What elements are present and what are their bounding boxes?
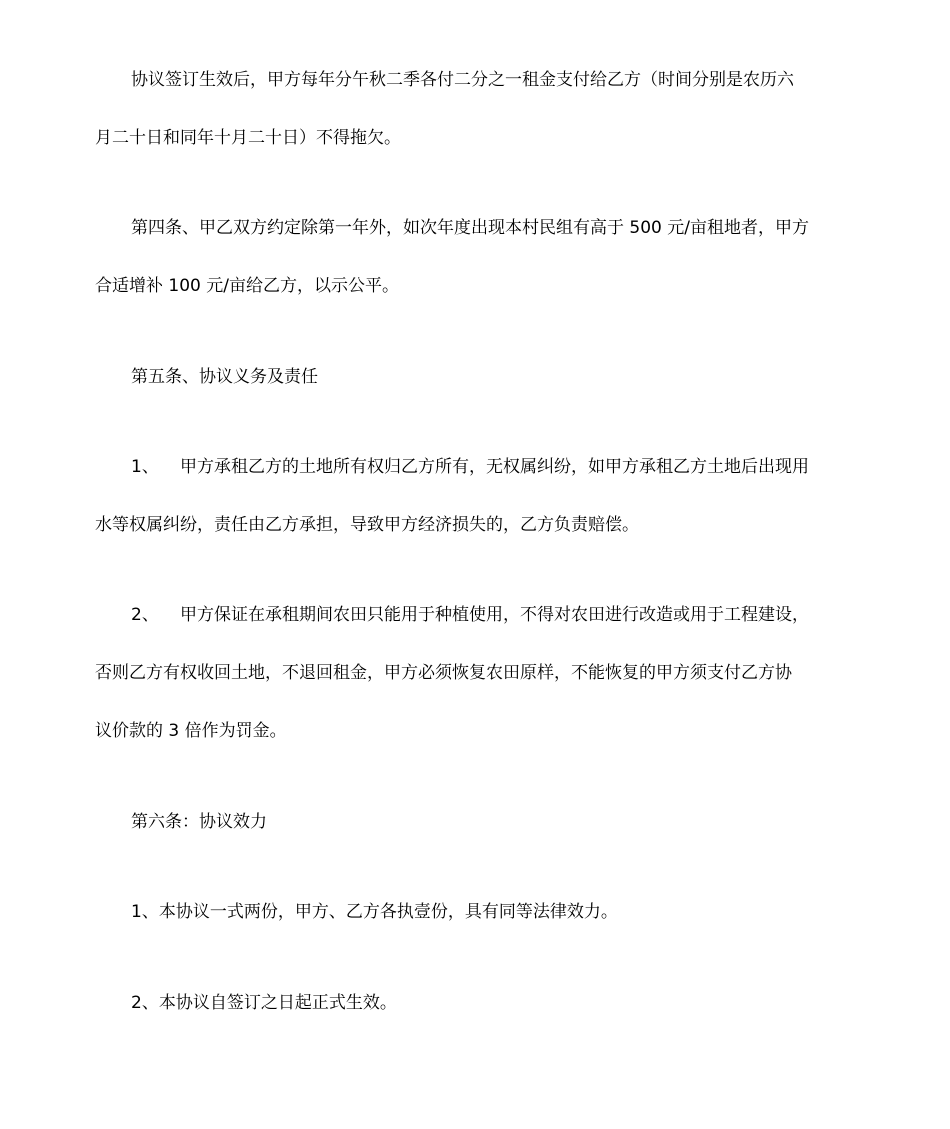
article-5-item-1-line-2: 水等权属纠纷，责任由乙方承担，导致甲方经济损失的，乙方负责赔偿。 — [95, 515, 639, 535]
article-6-title: 第六条：协议效力 — [131, 812, 267, 832]
article-5-item-1-line-1 — [131, 455, 865, 479]
article-5-item-2-line-3: 议价款的 3 倍作为罚金。 — [95, 721, 287, 741]
article-5-item-2-line-1 — [131, 603, 865, 627]
paragraph-payment-line-2: 月二十日和同年十月二十日）不得拖欠。 — [95, 128, 401, 148]
article-5-item-2-line-2: 否则乙方有权收回土地，不退回租金，甲方必须恢复农田原样，不能恢复的甲方须支付乙方协 — [95, 663, 792, 683]
list-item-text: 甲方承租乙方的土地所有权归乙方所有，无权属纠纷，如甲方承租乙方土地后出现用 — [180, 457, 809, 477]
list-number: 1、 — [131, 457, 159, 477]
article-5-title: 第五条、协议义务及责任 — [131, 367, 318, 387]
article-6-item-1: 1、本协议一式两份，甲方、乙方各执壹份，具有同等法律效力。 — [131, 902, 618, 922]
article-4-line-2: 合适增补 100 元/亩给乙方，以示公平。 — [95, 276, 399, 296]
list-number: 2、 — [131, 605, 159, 625]
article-4-line-1: 第四条、甲乙双方约定除第一年外，如次年度出现本村民组有高于 500 元/亩租地者，甲方 — [131, 218, 809, 238]
list-item-text: 甲方保证在承租期间农田只能用于种植使用，不得对农田进行改造或用于工程建设， — [180, 605, 809, 625]
paragraph-payment-line-1: 协议签订生效后，甲方每年分午秋二季各付二分之一租金支付给乙方（时间分别是农历六 — [131, 70, 794, 90]
article-6-item-2: 2、本协议自签订之日起正式生效。 — [131, 993, 397, 1013]
